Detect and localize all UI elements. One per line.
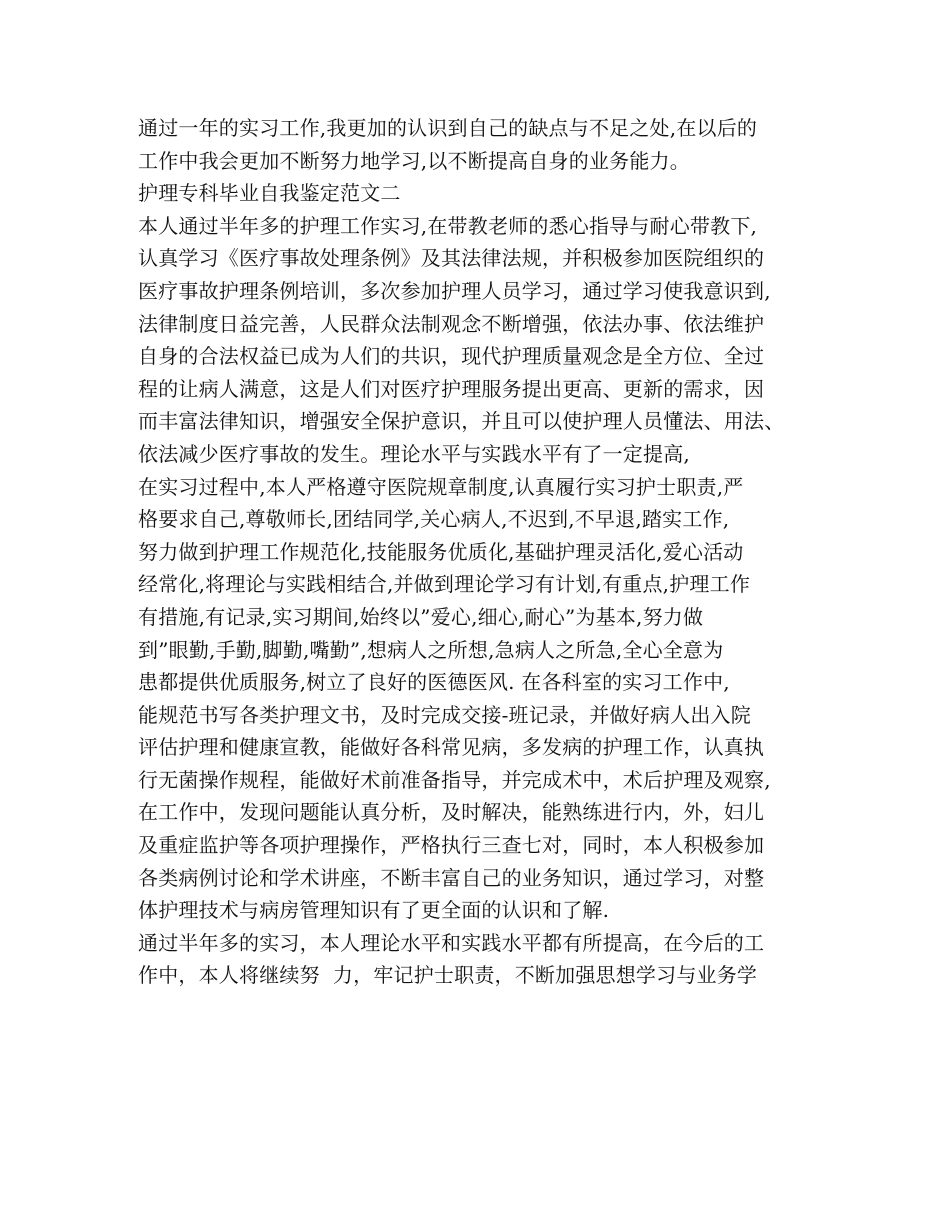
text-line: 程的让病人满意，这是人们对医疗护理服务提出更高、更新的需求，因 <box>138 376 765 401</box>
text-line: 通过半年多的实习，本人理论水平和实践水平都有所提高，在今后的工 <box>138 930 765 955</box>
text-line: 通过一年的实习工作,我更加的认识到自己的缺点与不足之处,在以后的 <box>138 116 758 140</box>
text-line: 工作中我会更加不断努力地学习,以不断提高自身的业务能力。 <box>138 148 690 173</box>
text-line: 作中，本人将继续努 力，牢记护士职责，不断加强思想学习与业务学 <box>138 963 758 988</box>
text-line: 自身的合法权益已成为人们的共识，现代护理质量观念是全方位、全过 <box>138 344 765 369</box>
text-line: 有措施,有记录,实习期间,始终以”爱心,细心,耐心”为基本,努力做 <box>138 604 704 629</box>
text-line: 患都提供优质服务,树立了良好的医德医风. 在各科室的实习工作中, <box>138 670 730 695</box>
text-line: 能规范书写各类护理文书，及时完成交接-班记录，并做好病人出入院 <box>138 702 751 727</box>
text-line: 医疗事故护理条例培训，多次参加护理人员学习，通过学习使我意识到, <box>138 278 771 303</box>
text-line: 格要求自己,尊敬师长,团结同学,关心病人,不迟到,不早退,踏实工作, <box>138 507 730 532</box>
text-line: 本人通过半年多的护理工作实习,在带教老师的悉心指导与耐心带教下, <box>138 213 758 238</box>
text-line: 法律制度日益完善，人民群众法制观念不断增强，依法办事、依法维护 <box>138 311 765 336</box>
text-line: 认真学习《医疗事故处理条例》及其法律法规，并积极参加医院组织的 <box>138 246 765 271</box>
section-heading: 护理专科毕业自我鉴定范文二 <box>138 181 401 206</box>
text-line: 行无菌操作规程，能做好术前准备指导，并完成术中，术后护理及观察, <box>138 767 771 792</box>
document-body <box>138 112 838 992</box>
text-line: 体护理技术与病房管理知识有了更全面的认识和了解. <box>138 898 610 923</box>
text-line: 评估护理和健康宣教，能做好各科常见病，多发病的护理工作，认真执 <box>138 735 765 760</box>
text-line: 在实习过程中,本人严格遵守医院规章制度,认真履行实习护士职责,严 <box>138 474 744 499</box>
text-line: 依法减少医疗事故的发生。理论水平与实践水平有了一定提高, <box>138 441 690 466</box>
text-line: 而丰富法律知识，增强安全保护意识，并且可以使护理人员懂法、用法、 <box>138 409 785 434</box>
text-line: 及重症监护等各项护理操作，严格执行三查七对，同时，本人积极参加 <box>138 833 765 858</box>
text-line: 经常化,将理论与实践相结合,并做到理论学习有计划,有重点,护理工作 <box>138 572 751 597</box>
text-line: 在工作中，发现问题能认真分析，及时解决，能熟练进行内，外，妇儿 <box>138 800 765 825</box>
text-line: 各类病例讨论和学术讲座，不断丰富自己的业务知识，通过学习，对整 <box>138 865 765 890</box>
text-line: 到”眼勤,手勤,脚勤,嘴勤”,想病人之所想,急病人之所急,全心全意为 <box>138 637 724 662</box>
text-line: 努力做到护理工作规范化,技能服务优质化,基础护理灵活化,爱心活动 <box>138 539 744 564</box>
